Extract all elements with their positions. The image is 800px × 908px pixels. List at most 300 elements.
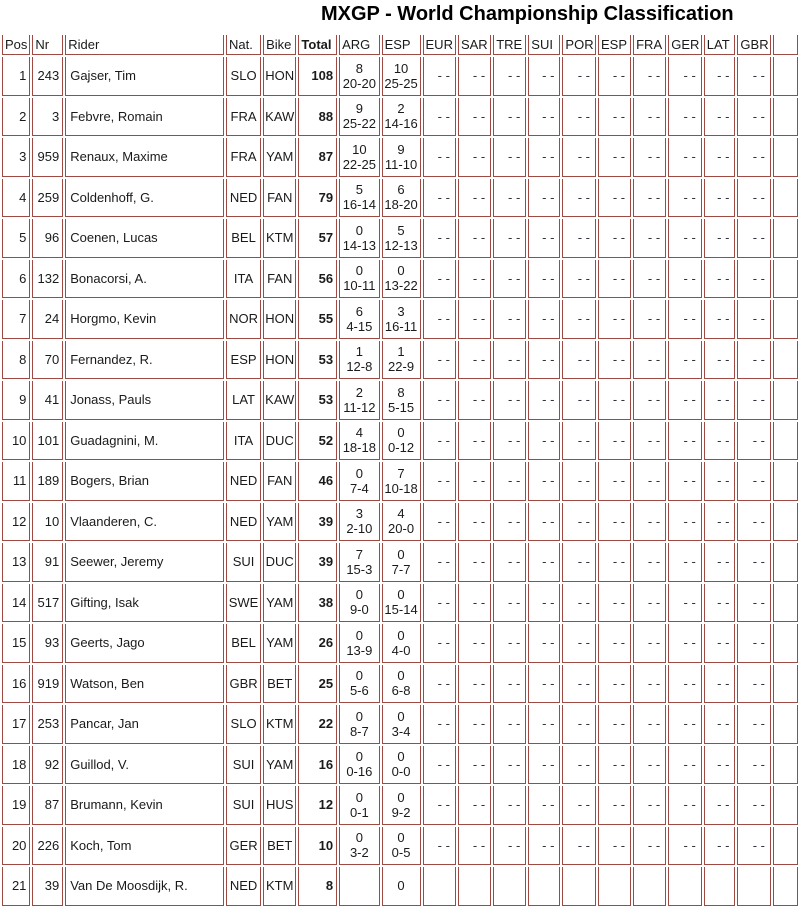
arg-result-cell: 0 10-11 [339,260,379,299]
round-cell: - - [562,705,596,744]
total-cell: 52 [298,422,337,461]
pos-cell: 12 [2,503,30,542]
column-header-ger-round: GER [668,35,702,55]
pos-cell: 18 [2,746,30,785]
nr-cell: 919 [32,665,63,704]
round-cell: - - [562,260,596,299]
round-cell: - - [668,543,702,582]
round-cell: - - [598,341,631,380]
nr-cell: 91 [32,543,63,582]
esp-result-cell: 8 5-15 [382,381,421,420]
round-cell: - - [493,341,526,380]
round-cell: - - [562,624,596,663]
pos-cell: 16 [2,665,30,704]
nat-cell: SLO [226,57,261,96]
total-cell: 8 [298,867,337,906]
pos-cell: 11 [2,462,30,501]
round-cell: - - [458,219,491,258]
bike-cell: DUC [263,543,296,582]
rider-cell: Vlaanderen, C. [65,503,224,542]
rider-cell: Gajser, Tim [65,57,224,96]
table-row [2,543,798,582]
table-row [2,179,798,218]
round-cell: - - [528,462,560,501]
round-cell: - - [562,827,596,866]
pos-cell: 4 [2,179,30,218]
spacer-cell [773,503,798,542]
round-cell: - - [668,786,702,825]
esp-result-cell: 0 [382,867,421,906]
round-cell: - - [668,746,702,785]
rider-cell: Jonass, Pauls [65,381,224,420]
bike-cell: FAN [263,260,296,299]
table-row [2,422,798,461]
spacer-cell [773,584,798,623]
table-row [2,584,798,623]
round-cell: - - [668,98,702,137]
esp-result-cell: 1 22-9 [382,341,421,380]
total-cell: 22 [298,705,337,744]
nr-cell: 41 [32,381,63,420]
round-cell: - - [528,827,560,866]
round-cell: - - [704,543,736,582]
round-cell: - - [704,219,736,258]
round-cell: - - [458,138,491,177]
spacer-cell [773,57,798,96]
bike-cell: YAM [263,503,296,542]
round-cell: - - [668,179,702,218]
bike-cell: KTM [263,219,296,258]
round-cell: - - [633,584,666,623]
round-cell: - - [598,665,631,704]
round-cell: - - [668,138,702,177]
pos-cell: 10 [2,422,30,461]
table-row [2,705,798,744]
round-cell: - - [737,827,771,866]
spacer-cell [773,786,798,825]
column-header-total: Total [298,35,337,55]
esp-result-cell: 10 25-25 [382,57,421,96]
round-cell: - - [562,381,596,420]
total-cell: 57 [298,219,337,258]
pos-cell: 8 [2,341,30,380]
pos-cell: 15 [2,624,30,663]
column-header-nat: Nat. [226,35,261,55]
rider-cell: Watson, Ben [65,665,224,704]
round-cell: - - [423,300,456,339]
round-cell: - - [458,827,491,866]
esp-result-cell: 0 3-4 [382,705,421,744]
pos-cell: 20 [2,827,30,866]
total-cell: 10 [298,827,337,866]
round-cell: - - [493,462,526,501]
nr-cell: 259 [32,179,63,218]
round-cell: - - [423,98,456,137]
nat-cell: BEL [226,219,261,258]
round-cell: - - [668,57,702,96]
esp-result-cell: 4 20-0 [382,503,421,542]
spacer-cell [773,179,798,218]
pos-cell: 5 [2,219,30,258]
round-cell: - - [528,543,560,582]
nr-cell: 253 [32,705,63,744]
round-cell: - - [668,341,702,380]
table-row [2,381,798,420]
round-cell: - - [562,341,596,380]
round-cell: - - [737,786,771,825]
round-cell [633,867,666,906]
rider-cell: Renaux, Maxime [65,138,224,177]
spacer-cell [773,746,798,785]
round-cell: - - [528,422,560,461]
arg-result-cell: 0 0-1 [339,786,379,825]
arg-result-cell: 0 0-16 [339,746,379,785]
bike-cell: KTM [263,705,296,744]
round-cell: - - [737,260,771,299]
round-cell: - - [458,786,491,825]
table-row [2,300,798,339]
round-cell: - - [528,300,560,339]
bike-cell: KAW [263,381,296,420]
round-cell: - - [493,746,526,785]
round-cell [562,867,596,906]
pos-cell: 2 [2,98,30,137]
round-cell: - - [493,138,526,177]
bike-cell: HON [263,300,296,339]
rider-cell: Febvre, Romain [65,98,224,137]
bike-cell: BET [263,827,296,866]
round-cell: - - [458,624,491,663]
nr-cell: 87 [32,786,63,825]
nat-cell: LAT [226,381,261,420]
spacer-cell [773,381,798,420]
round-cell [423,867,456,906]
table-row [2,624,798,663]
round-cell: - - [598,219,631,258]
arg-result-cell: 4 18-18 [339,422,379,461]
round-cell: - - [528,705,560,744]
round-cell: - - [668,665,702,704]
nr-cell: 517 [32,584,63,623]
round-cell: - - [458,746,491,785]
round-cell: - - [633,422,666,461]
arg-result-cell: 0 14-13 [339,219,379,258]
round-cell: - - [528,57,560,96]
round-cell: - - [493,786,526,825]
total-cell: 25 [298,665,337,704]
round-cell: - - [423,746,456,785]
round-cell: - - [737,462,771,501]
round-cell: - - [458,462,491,501]
pos-cell: 6 [2,260,30,299]
arg-result-cell: 6 4-15 [339,300,379,339]
round-cell: - - [598,300,631,339]
bike-cell: HUS [263,786,296,825]
round-cell: - - [528,381,560,420]
arg-result-cell: 7 15-3 [339,543,379,582]
table-row [2,260,798,299]
nr-cell: 70 [32,341,63,380]
round-cell: - - [598,462,631,501]
round-cell: - - [633,219,666,258]
round-cell: - - [423,260,456,299]
round-cell: - - [423,705,456,744]
nr-cell: 92 [32,746,63,785]
round-cell: - - [737,381,771,420]
table-row [2,786,798,825]
round-cell: - - [633,341,666,380]
round-cell: - - [562,179,596,218]
round-cell: - - [598,786,631,825]
round-cell: - - [633,624,666,663]
arg-result-cell: 9 25-22 [339,98,379,137]
round-cell: - - [598,98,631,137]
round-cell: - - [423,341,456,380]
round-cell: - - [737,138,771,177]
esp-result-cell: 6 18-20 [382,179,421,218]
arg-result-cell: 10 22-25 [339,138,379,177]
table-row [2,827,798,866]
table-row [2,98,798,137]
round-cell: - - [528,138,560,177]
nr-cell: 3 [32,98,63,137]
round-cell: - - [562,98,596,137]
rider-cell: Coldenhoff, G. [65,179,224,218]
round-cell: - - [633,543,666,582]
nat-cell: NED [226,503,261,542]
rider-cell: Geerts, Jago [65,624,224,663]
round-cell: - - [423,381,456,420]
column-header-eur-round: EUR [423,35,456,55]
round-cell: - - [528,260,560,299]
round-cell: - - [423,786,456,825]
total-cell: 88 [298,98,337,137]
rider-cell: Seewer, Jeremy [65,543,224,582]
spacer-cell [773,624,798,663]
round-cell [668,867,702,906]
round-cell: - - [493,665,526,704]
pos-cell: 9 [2,381,30,420]
round-cell: - - [493,98,526,137]
table-row [2,138,798,177]
bike-cell: KTM [263,867,296,906]
round-cell: - - [528,786,560,825]
spacer-cell [773,462,798,501]
round-cell: - - [704,786,736,825]
round-cell: - - [598,138,631,177]
nat-cell: NED [226,179,261,218]
round-cell: - - [493,381,526,420]
round-cell: - - [704,381,736,420]
round-cell: - - [633,503,666,542]
nat-cell: GBR [226,665,261,704]
round-cell: - - [598,746,631,785]
total-cell: 39 [298,503,337,542]
nat-cell: ITA [226,260,261,299]
bike-cell: BET [263,665,296,704]
round-cell: - - [423,584,456,623]
round-cell: - - [458,665,491,704]
table-row [2,503,798,542]
round-cell: - - [668,624,702,663]
esp-result-cell: 5 12-13 [382,219,421,258]
round-cell: - - [458,179,491,218]
spacer-cell [773,260,798,299]
round-cell: - - [493,624,526,663]
nat-cell: ESP [226,341,261,380]
round-cell: - - [704,462,736,501]
round-cell: - - [668,381,702,420]
round-cell: - - [562,57,596,96]
table-row [2,665,798,704]
round-cell [493,867,526,906]
esp-result-cell: 0 0-12 [382,422,421,461]
total-cell: 39 [298,543,337,582]
esp-result-cell: 2 14-16 [382,98,421,137]
round-cell: - - [633,665,666,704]
pos-cell: 1 [2,57,30,96]
arg-result-cell: 0 3-2 [339,827,379,866]
round-cell: - - [528,98,560,137]
bike-cell: HON [263,57,296,96]
table-row [2,57,798,96]
column-header-arg: ARG [339,35,379,55]
bike-cell: HON [263,341,296,380]
round-cell: - - [493,300,526,339]
arg-result-cell: 3 2-10 [339,503,379,542]
round-cell: - - [737,341,771,380]
round-cell: - - [704,341,736,380]
table-row [2,746,798,785]
arg-result-cell [339,867,379,906]
round-cell: - - [633,705,666,744]
round-cell: - - [704,503,736,542]
column-header-rider: Rider [65,35,224,55]
total-cell: 53 [298,381,337,420]
total-cell: 53 [298,341,337,380]
round-cell: - - [737,503,771,542]
esp-result-cell: 0 13-22 [382,260,421,299]
round-cell: - - [737,179,771,218]
arg-result-cell: 0 8-7 [339,705,379,744]
round-cell: - - [598,827,631,866]
rider-cell: Fernandez, R. [65,341,224,380]
round-cell: - - [704,827,736,866]
round-cell: - - [668,584,702,623]
round-cell: - - [423,827,456,866]
arg-result-cell: 0 9-0 [339,584,379,623]
classification-table [0,33,800,908]
round-cell: - - [423,665,456,704]
round-cell [737,867,771,906]
round-cell: - - [493,827,526,866]
round-cell: - - [562,746,596,785]
total-cell: 26 [298,624,337,663]
spacer-cell [773,867,798,906]
round-cell: - - [704,98,736,137]
round-cell: - - [737,98,771,137]
round-cell: - - [423,462,456,501]
nat-cell: NED [226,462,261,501]
arg-result-cell: 0 13-9 [339,624,379,663]
spacer-cell [773,98,798,137]
round-cell: - - [528,665,560,704]
round-cell: - - [704,624,736,663]
round-cell: - - [668,827,702,866]
round-cell: - - [668,422,702,461]
esp-result-cell: 0 0-5 [382,827,421,866]
round-cell: - - [598,543,631,582]
round-cell: - - [493,422,526,461]
round-cell: - - [598,624,631,663]
total-cell: 12 [298,786,337,825]
nr-cell: 226 [32,827,63,866]
round-cell: - - [668,503,702,542]
round-cell: - - [493,705,526,744]
round-cell: - - [458,543,491,582]
total-cell: 79 [298,179,337,218]
round-cell: - - [737,624,771,663]
nr-cell: 96 [32,219,63,258]
pos-cell: 14 [2,584,30,623]
round-cell: - - [633,381,666,420]
round-cell: - - [704,260,736,299]
round-cell: - - [493,179,526,218]
round-cell: - - [423,543,456,582]
table-row [2,341,798,380]
column-header-nr: Nr [32,35,63,55]
round-cell: - - [704,705,736,744]
bike-cell: FAN [263,462,296,501]
round-cell [598,867,631,906]
table-row [2,462,798,501]
nat-cell: ITA [226,422,261,461]
round-cell: - - [493,260,526,299]
esp-result-cell: 0 9-2 [382,786,421,825]
esp-result-cell: 9 11-10 [382,138,421,177]
nr-cell: 132 [32,260,63,299]
nat-cell: SUI [226,786,261,825]
total-cell: 56 [298,260,337,299]
round-cell: - - [493,219,526,258]
round-cell: - - [493,584,526,623]
total-cell: 108 [298,57,337,96]
round-cell: - - [458,300,491,339]
round-cell: - - [633,260,666,299]
column-header-esp: ESP [382,35,421,55]
round-cell: - - [493,57,526,96]
round-cell: - - [633,179,666,218]
nat-cell: GER [226,827,261,866]
spacer-cell [773,543,798,582]
round-cell: - - [668,260,702,299]
round-cell: - - [668,219,702,258]
round-cell: - - [528,584,560,623]
round-cell: - - [458,341,491,380]
round-cell: - - [737,665,771,704]
rider-cell: Koch, Tom [65,827,224,866]
column-header-sar-round: SAR [458,35,491,55]
round-cell: - - [423,219,456,258]
arg-result-cell: 5 16-14 [339,179,379,218]
rider-cell: Brumann, Kevin [65,786,224,825]
round-cell: - - [704,665,736,704]
round-cell: - - [598,381,631,420]
round-cell: - - [562,422,596,461]
round-cell: - - [562,138,596,177]
round-cell: - - [633,827,666,866]
round-cell: - - [704,584,736,623]
